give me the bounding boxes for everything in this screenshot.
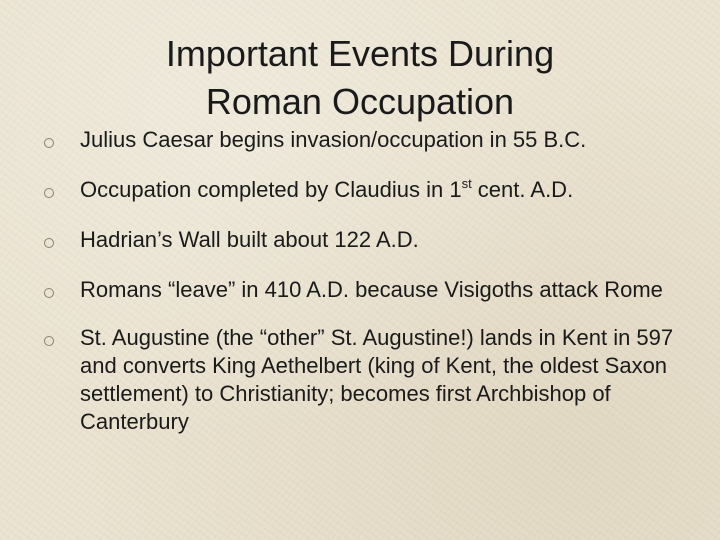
bullet-item — [44, 126, 684, 154]
title-line-1: Important Events During — [165, 33, 555, 74]
circle-bullet-icon — [44, 288, 54, 298]
bullet-text: Romans “leave” in 410 A.D. because Visigoths attack Rome — [80, 277, 663, 302]
bullet-text: Hadrian’s Wall built about 122 A.D. — [80, 227, 419, 252]
superscript: st — [461, 176, 472, 191]
bullet-list — [44, 126, 684, 436]
bullet-text-after-superscript: cent. A.D. — [471, 177, 574, 202]
slide-title — [60, 30, 660, 126]
circle-bullet-icon — [44, 336, 54, 346]
bullet-item — [44, 276, 684, 304]
bullet-item — [44, 324, 684, 436]
bullet-item — [44, 226, 684, 254]
circle-bullet-icon — [44, 138, 54, 148]
bullet-item — [44, 176, 684, 204]
bullet-text: Julius Caesar begins invasion/occupation in 55 B.C. — [80, 127, 587, 152]
bullet-text: St. Augustine (the “other” St. Augustine!) lands in Kent in 597 and converts King Aethelbert (king of Kent, the oldest Saxon settlement) to Christianity; becomes first Archbishop of Canterbury — [80, 325, 674, 434]
bullet-text-before-superscript: Occupation completed by Claudius in 1 — [80, 177, 462, 202]
circle-bullet-icon — [44, 188, 54, 198]
title-line-2: Roman Occupation — [205, 81, 515, 122]
circle-bullet-icon — [44, 238, 54, 248]
